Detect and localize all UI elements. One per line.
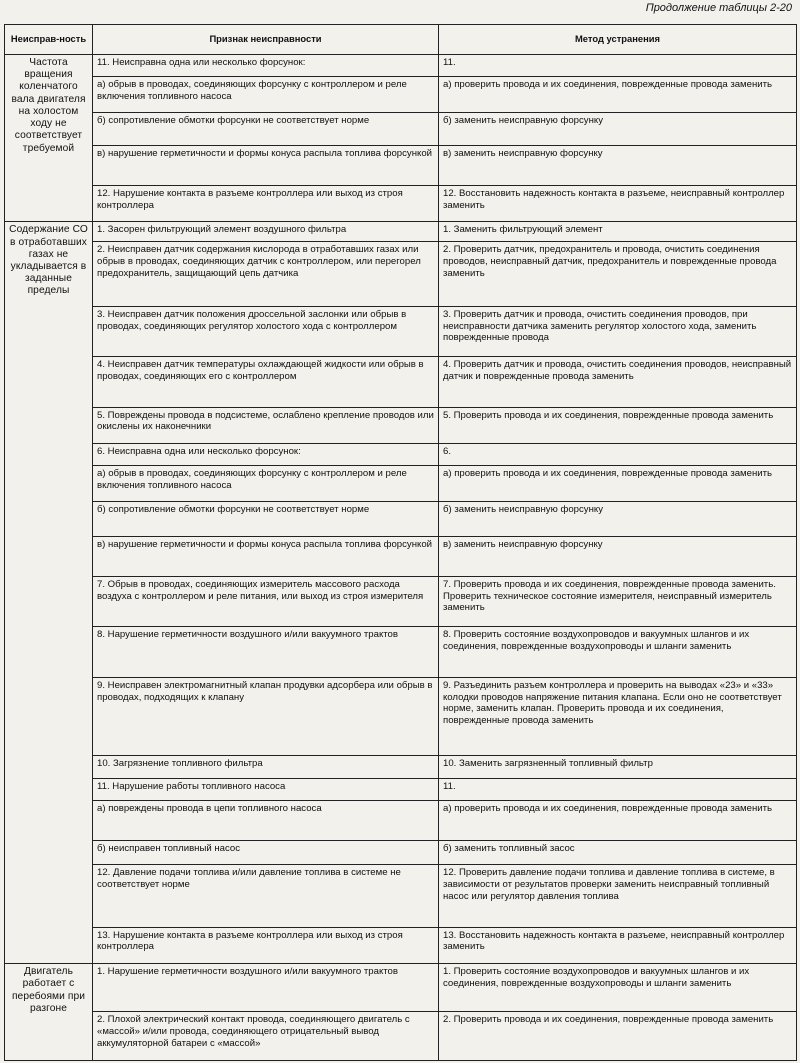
remedy-cell: 5. Проверить провода и их соединения, поврежденные провода заменить [439, 407, 797, 443]
table-row [5, 55, 797, 77]
fault-cell: Двигатель работает с перебоями при разгоне [5, 964, 93, 1061]
header-remedy: Метод устранения [439, 25, 797, 55]
remedy-cell: 6. [439, 444, 797, 466]
symptom-cell: 11. Нарушение работы топливного насоса [93, 778, 439, 800]
remedy-cell: б) заменить неисправную форсунку [439, 113, 797, 145]
table-row [5, 407, 797, 443]
symptom-cell: а) обрыв в проводах, соединяющих форсунку с контроллером и реле включения топливного насоса [93, 77, 439, 113]
remedy-cell: 2. Проверить датчик, предохранитель и провода, очистить соединения проводов, неисправный датчик, предохранитель и поврежденные провода заменить [439, 242, 797, 307]
symptom-cell: в) нарушение герметичности и формы конуса распыла топлива форсункой [93, 145, 439, 185]
table-row [5, 536, 797, 576]
table-row [5, 577, 797, 627]
table-row [5, 145, 797, 185]
table-row [5, 186, 797, 222]
table-row [5, 444, 797, 466]
table-row [5, 1012, 797, 1061]
symptom-cell: 6. Неисправна одна или несколько форсунок: [93, 444, 439, 466]
symptom-cell: 13. Нарушение контакта в разъеме контроллера или выход из строя контроллера [93, 927, 439, 963]
symptom-cell: 10. Загрязнение топливного фильтра [93, 756, 439, 778]
remedy-cell: б) заменить неисправную форсунку [439, 502, 797, 536]
remedy-cell: 7. Проверить провода и их соединения, поврежденные провода заменить. Проверить техническое состояние измерителя, неисправный измеритель заменить [439, 577, 797, 627]
symptom-cell: а) повреждены провода в цепи топливного насоса [93, 800, 439, 840]
table-row [5, 222, 797, 242]
table-row [5, 113, 797, 145]
table-row [5, 242, 797, 307]
table-row [5, 865, 797, 927]
symptom-cell: 2. Плохой электрический контакт провода, соединяющего двигатель с «массой» и/или провода, соединяющего отрицательный вывод аккумуляторной батареи с «массой» [93, 1012, 439, 1061]
remedy-cell: б) заменить топливный засос [439, 841, 797, 865]
table-row [5, 627, 797, 677]
symptom-cell: 4. Неисправен датчик температуры охлаждающей жидкости или обрыв в проводах, соединяющих его с контроллером [93, 357, 439, 407]
table-row [5, 357, 797, 407]
symptom-cell: 12. Нарушение контакта в разъеме контроллера или выход из строя контроллера [93, 186, 439, 222]
remedy-cell: 3. Проверить датчик и провода, очистить соединения проводов, при неисправности датчика заменить регулятор холостого хода, заменить поврежденные провода [439, 306, 797, 356]
table-row [5, 502, 797, 536]
remedy-cell: 13. Восстановить надежность контакта в разъеме, неисправный контроллер заменить [439, 927, 797, 963]
remedy-cell: 11. [439, 55, 797, 77]
symptom-cell: б) сопротивление обмотки форсунки не соответствует норме [93, 502, 439, 536]
remedy-cell: в) заменить неисправную форсунку [439, 536, 797, 576]
remedy-cell: 11. [439, 778, 797, 800]
symptom-cell: 1. Засорен фильтрующий элемент воздушного фильтра [93, 222, 439, 242]
table-row [5, 466, 797, 502]
fault-cell: Содержание СО в отработавших газах не укладывается в заданные пределы [5, 222, 93, 964]
table-row [5, 756, 797, 778]
table-row [5, 964, 797, 1012]
table-header-row [5, 25, 797, 55]
fault-cell: Частота вращения коленчатого вала двигателя на холостом ходу не соответствует требуемой [5, 55, 93, 222]
symptom-cell: б) неисправен топливный насос [93, 841, 439, 865]
symptom-cell: а) обрыв в проводах, соединяющих форсунку с контроллером и реле включения топливного насоса [93, 466, 439, 502]
remedy-cell: 8. Проверить состояние воздухопроводов и вакуумных шлангов и их соединения, поврежденные воздухопроводы и шланги заменить [439, 627, 797, 677]
table-row [5, 677, 797, 756]
header-symptom: Признак неисправности [93, 25, 439, 55]
symptom-cell: 1. Нарушение герметичности воздушного и/или вакуумного трактов [93, 964, 439, 1012]
symptom-cell: 3. Неисправен датчик положения дроссельной заслонки или обрыв в проводах, соединяющих регулятор холостого хода с контроллером [93, 306, 439, 356]
table-row [5, 77, 797, 113]
remedy-cell: а) проверить провода и их соединения, поврежденные провода заменить [439, 77, 797, 113]
symptom-cell: 7. Обрыв в проводах, соединяющих измеритель массового расхода воздуха с контроллером и реле питания, или выход из строя измерителя [93, 577, 439, 627]
remedy-cell: а) проверить провода и их соединения, поврежденные провода заменить [439, 800, 797, 840]
remedy-cell: в) заменить неисправную форсунку [439, 145, 797, 185]
remedy-cell: 12. Проверить давление подачи топлива и давление топлива в системе, в зависимости от результатов проверки заменить неисправный топливный насос или регулятор давления топлива [439, 865, 797, 927]
remedy-cell: 1. Проверить состояние воздухопроводов и вакуумных шлангов и их соединения, поврежденные воздухопроводы и шланги заменить [439, 964, 797, 1012]
symptom-cell: 2. Неисправен датчик содержания кислорода в отработавших газах или обрыв в проводах, соединяющих датчик с контроллером, или перегорел предохранитель, защищающий цепь датчика [93, 242, 439, 307]
table-row [5, 927, 797, 963]
symptom-cell: 9. Неисправен электромагнитный клапан продувки адсорбера или обрыв в проводах, подходящих к клапану [93, 677, 439, 756]
symptom-cell: 12. Давление подачи топлива и/или давление топлива в системе не соответствует норме [93, 865, 439, 927]
remedy-cell: 9. Разъединить разъем контроллера и проверить на выводах «23» и «33» колодки проводов напряжение питания клапана. Если оно не соответствует норме, заменить клапан. Проверить провода и их соединения, поврежденные провода заменить [439, 677, 797, 756]
table-continuation-caption: Продолжение таблицы 2-20 [645, 2, 792, 14]
symptom-cell: 8. Нарушение герметичности воздушного и/или вакуумного трактов [93, 627, 439, 677]
remedy-cell: 12. Восстановить надежность контакта в разъеме, неисправный контроллер заменить [439, 186, 797, 222]
remedy-cell: 4. Проверить датчик и провода, очистить соединения проводов, неисправный датчик и поврежденные провода заменить [439, 357, 797, 407]
fault-table [4, 24, 797, 1061]
remedy-cell: 10. Заменить загрязненный топливный фильтр [439, 756, 797, 778]
symptom-cell: 5. Повреждены провода в подсистеме, ослаблено крепление проводов или окислены их наконечники [93, 407, 439, 443]
header-fault: Неисправ-ность [5, 25, 93, 55]
table-row [5, 306, 797, 356]
remedy-cell: 2. Проверить провода и их соединения, поврежденные провода заменить [439, 1012, 797, 1061]
symptom-cell: б) сопротивление обмотки форсунки не соответствует норме [93, 113, 439, 145]
remedy-cell: 1. Заменить фильтрующий элемент [439, 222, 797, 242]
table-row [5, 800, 797, 840]
table-row [5, 778, 797, 800]
symptom-cell: в) нарушение герметичности и формы конуса распыла топлива форсункой [93, 536, 439, 576]
symptom-cell: 11. Неисправна одна или несколько форсунок: [93, 55, 439, 77]
table-row [5, 841, 797, 865]
remedy-cell: а) проверить провода и их соединения, поврежденные провода заменить [439, 466, 797, 502]
